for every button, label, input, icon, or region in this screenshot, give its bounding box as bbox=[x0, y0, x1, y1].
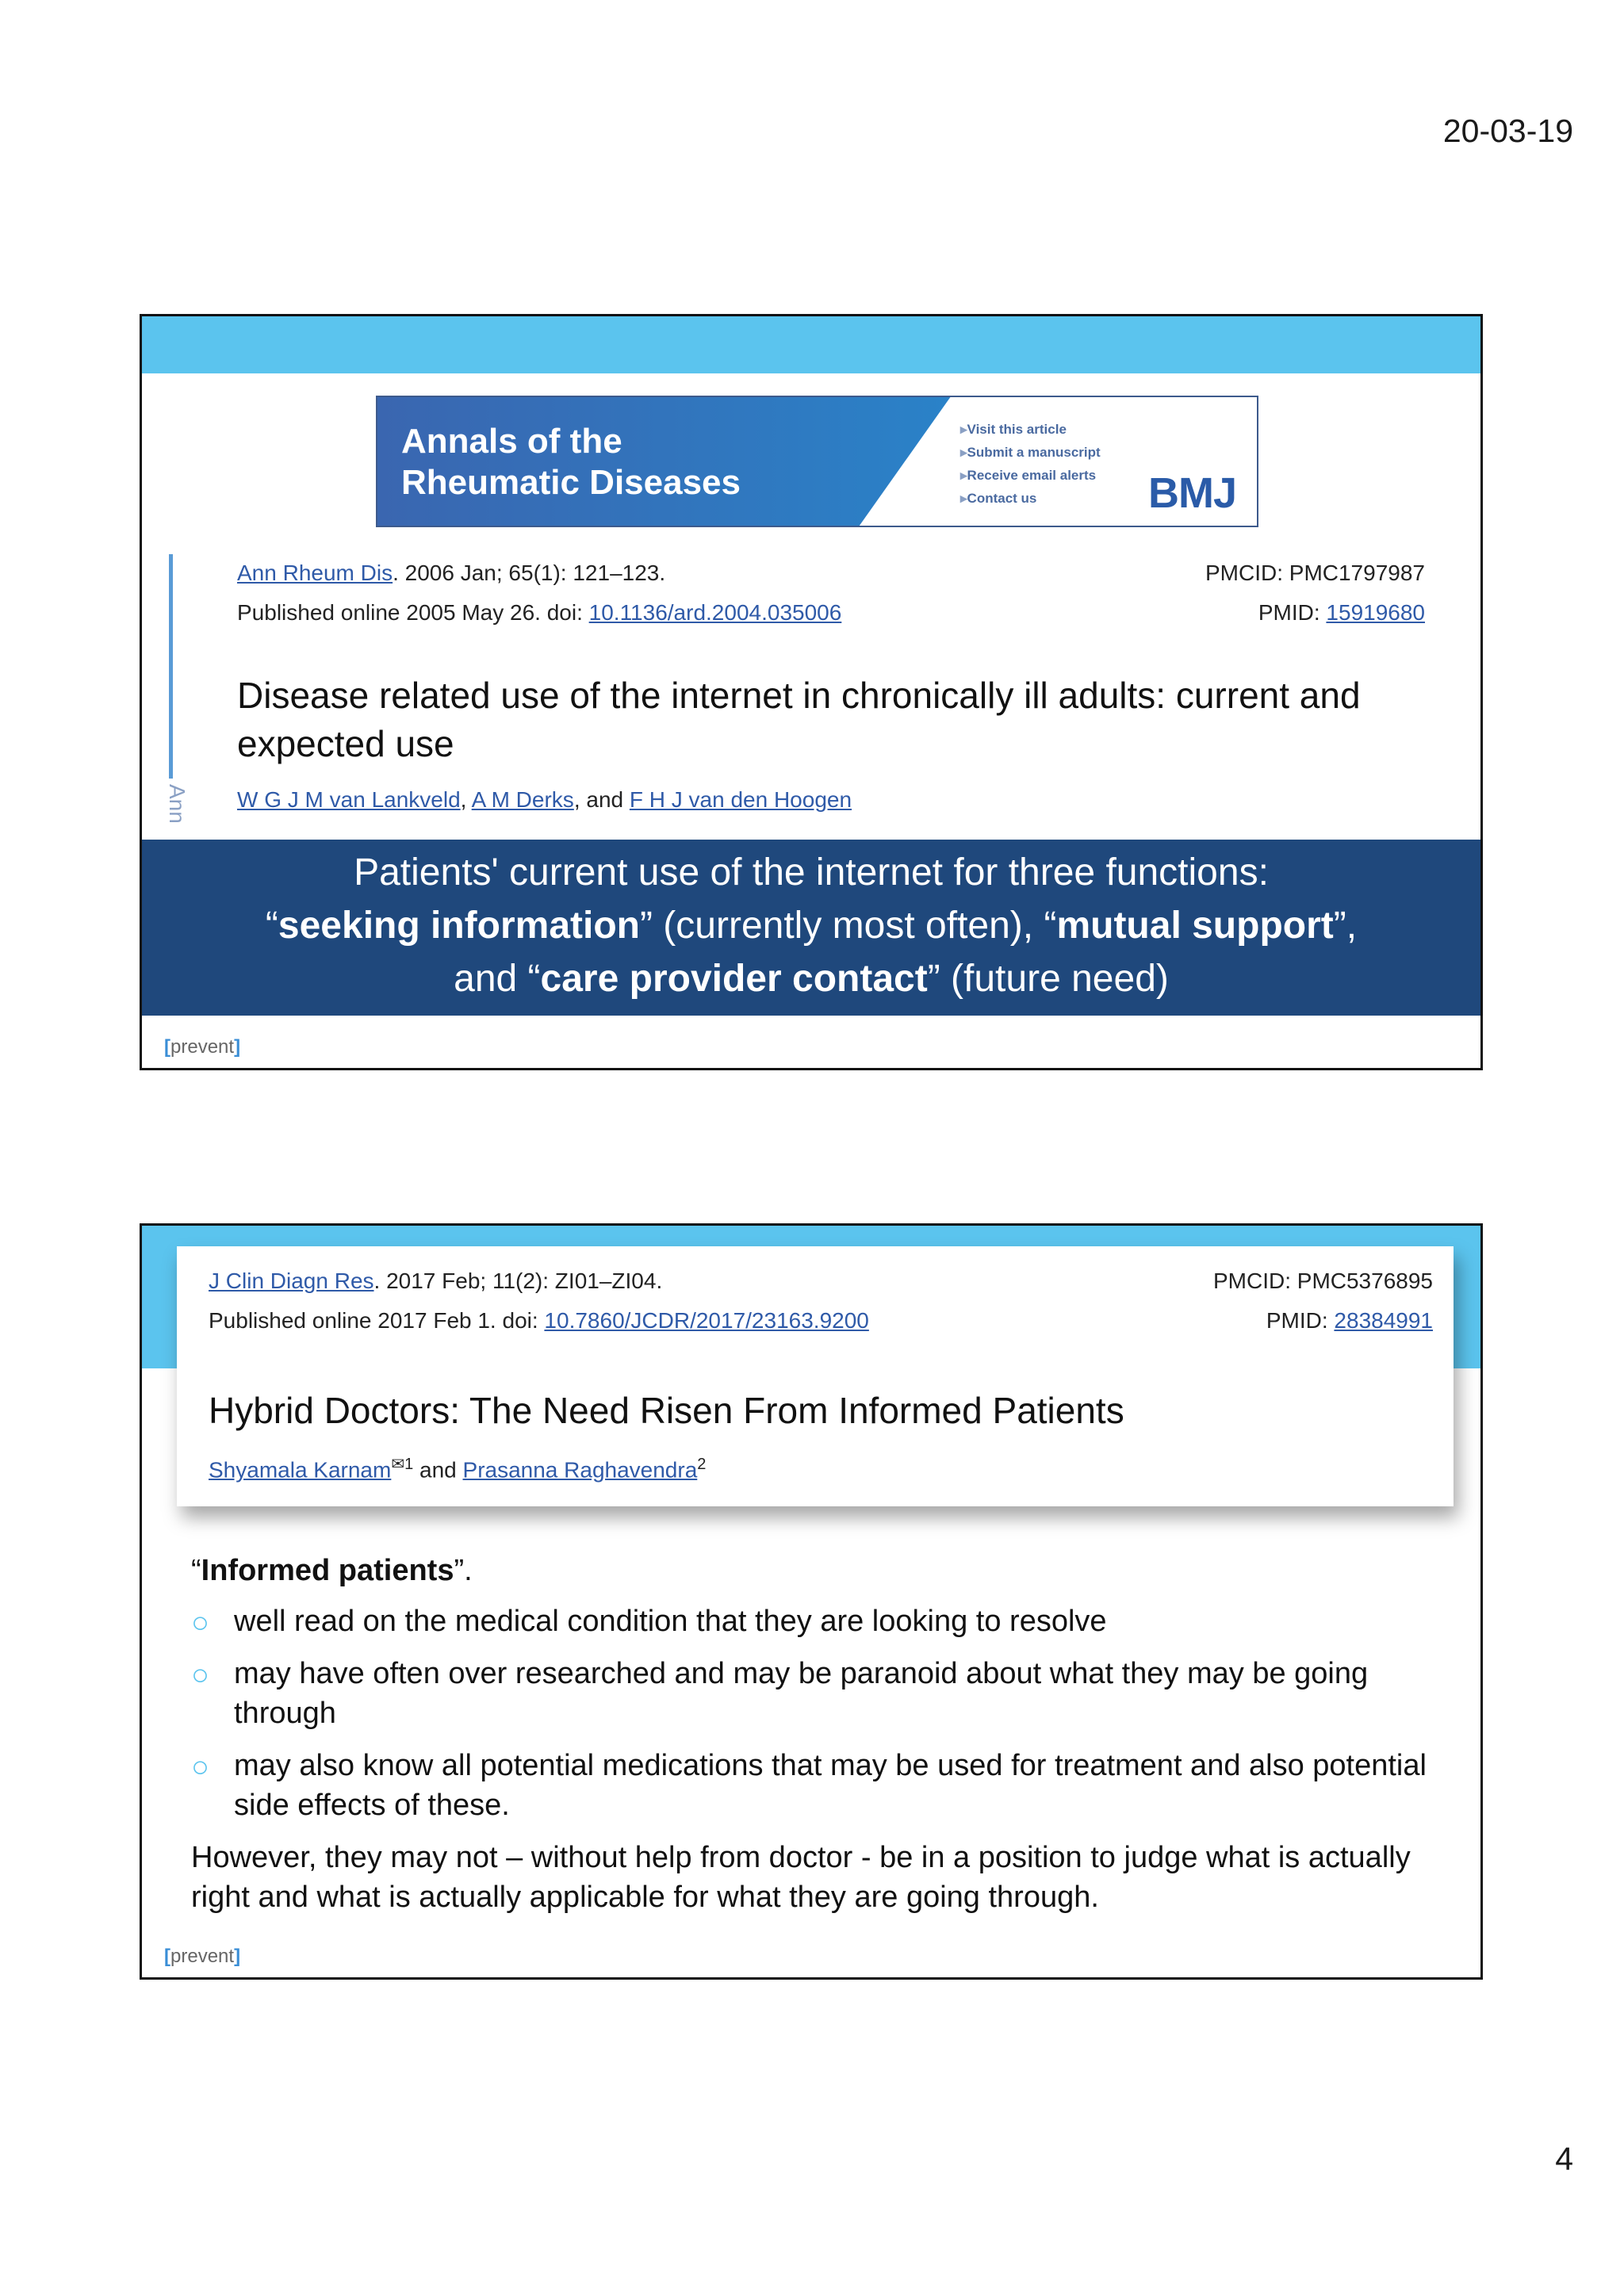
citation-doi-line: Published online 2005 May 26. doi: 10.1136/ard.2004.035006 bbox=[237, 600, 842, 625]
slide-1 bbox=[140, 314, 1483, 1070]
prevent-logo: [prevent] bbox=[164, 1946, 241, 1967]
list-item: ○ may have often over researched and may be paranoid about what they may be going through bbox=[191, 1657, 1369, 1730]
pmid: PMID: 28384991 bbox=[1266, 1308, 1433, 1333]
author-list: Shyamala Karnam$^{✉1}$ and Prasanna Raghavendra$^2$ bbox=[209, 1456, 707, 1483]
slide-2 bbox=[140, 1223, 1483, 1980]
banner-link-submit[interactable]: ▸ Submit a manuscript bbox=[960, 441, 1101, 464]
slide-body bbox=[191, 1551, 1436, 1917]
bullet-circle-icon: ○ bbox=[191, 1751, 209, 1784]
author-list: W G J M van Lankveld, A M Derks, and F H J van den Hoogen bbox=[237, 787, 852, 812]
banner-link-alerts[interactable]: ▸ Receive email alerts bbox=[960, 464, 1101, 487]
list-item: ○ may also know all potential medications that may be used for treatment and also potential side effects of these. bbox=[191, 1749, 1427, 1822]
citation-journal-line: Ann Rheum Dis. 2006 Jan; 65(1): 121–123. bbox=[237, 561, 666, 585]
side-label: Ann bbox=[165, 784, 190, 824]
page-date: 20-03-19 bbox=[1442, 113, 1573, 149]
banner-title: Annals of the Rheumatic Diseases bbox=[401, 422, 741, 502]
bullet-circle-icon: ○ bbox=[191, 1659, 209, 1692]
page-number: 4 bbox=[1555, 2141, 1573, 2177]
slide-top-bar bbox=[142, 316, 1480, 373]
article-card bbox=[177, 1246, 1454, 1506]
paper-title: Disease related use of the internet in chronically ill adults: current and expected use bbox=[237, 675, 1361, 764]
bullet-circle-icon: ○ bbox=[191, 1606, 209, 1640]
prevent-logo: [prevent] bbox=[164, 1036, 241, 1058]
author-link[interactable]: F H J van den Hoogen bbox=[629, 787, 852, 812]
summary-box: Patients' current use of the internet for three functions: “seeking information” (currently most often), “mutual support”, and “care provider contact” (future need) bbox=[142, 840, 1480, 1016]
author-link[interactable]: A M Derks bbox=[471, 787, 574, 812]
pmid-link[interactable]: 28384991 bbox=[1334, 1308, 1433, 1333]
list-item: ○ well read on the medical condition that they are looking to resolve bbox=[191, 1601, 1436, 1641]
pmcid: PMCID: PMC5376895 bbox=[1212, 1269, 1433, 1293]
banner-links bbox=[960, 418, 1101, 510]
bmj-logo: BMJ bbox=[1147, 469, 1236, 517]
author-link[interactable]: Prasanna Raghavendra bbox=[462, 1457, 698, 1483]
journal-banner[interactable] bbox=[376, 396, 1258, 527]
author-link[interactable]: Shyamala Karnam bbox=[209, 1457, 392, 1483]
pmid-link[interactable]: 15919680 bbox=[1326, 600, 1425, 625]
doi-link[interactable]: 10.1136/ard.2004.035006 bbox=[588, 600, 842, 625]
banner-link-visit[interactable]: ▸ Visit this article bbox=[960, 418, 1101, 441]
paper-title: Hybrid Doctors: The Need Risen From Informed Patients bbox=[209, 1390, 1124, 1431]
citation-doi-line: Published online 2017 Feb 1. doi: 10.7860/JCDR/2017/23163.9200 bbox=[209, 1308, 869, 1333]
side-rule bbox=[169, 554, 173, 779]
journal-link[interactable]: J Clin Diagn Res bbox=[209, 1269, 374, 1293]
doi-link[interactable]: 10.7860/JCDR/2017/23163.9200 bbox=[544, 1308, 869, 1333]
pmid: PMID: 15919680 bbox=[1258, 600, 1425, 625]
author-link[interactable]: W G J M van Lankveld bbox=[237, 787, 461, 812]
journal-link[interactable]: Ann Rheum Dis bbox=[237, 561, 393, 585]
pmcid: PMCID: PMC1797987 bbox=[1205, 561, 1425, 585]
citation-journal-line: J Clin Diagn Res. 2017 Feb; 11(2): ZI01–ZI04. bbox=[209, 1269, 663, 1293]
email-icon[interactable]: ✉1 bbox=[391, 1456, 414, 1473]
conclusion-paragraph: However, they may not – without help from doctor - be in a position to judge what is actually right and what is actually applicable for what they are going through. bbox=[191, 1841, 1411, 1914]
body-heading: “Informed patients”. bbox=[191, 1554, 473, 1587]
banner-link-contact[interactable]: ▸ Contact us bbox=[960, 487, 1101, 510]
